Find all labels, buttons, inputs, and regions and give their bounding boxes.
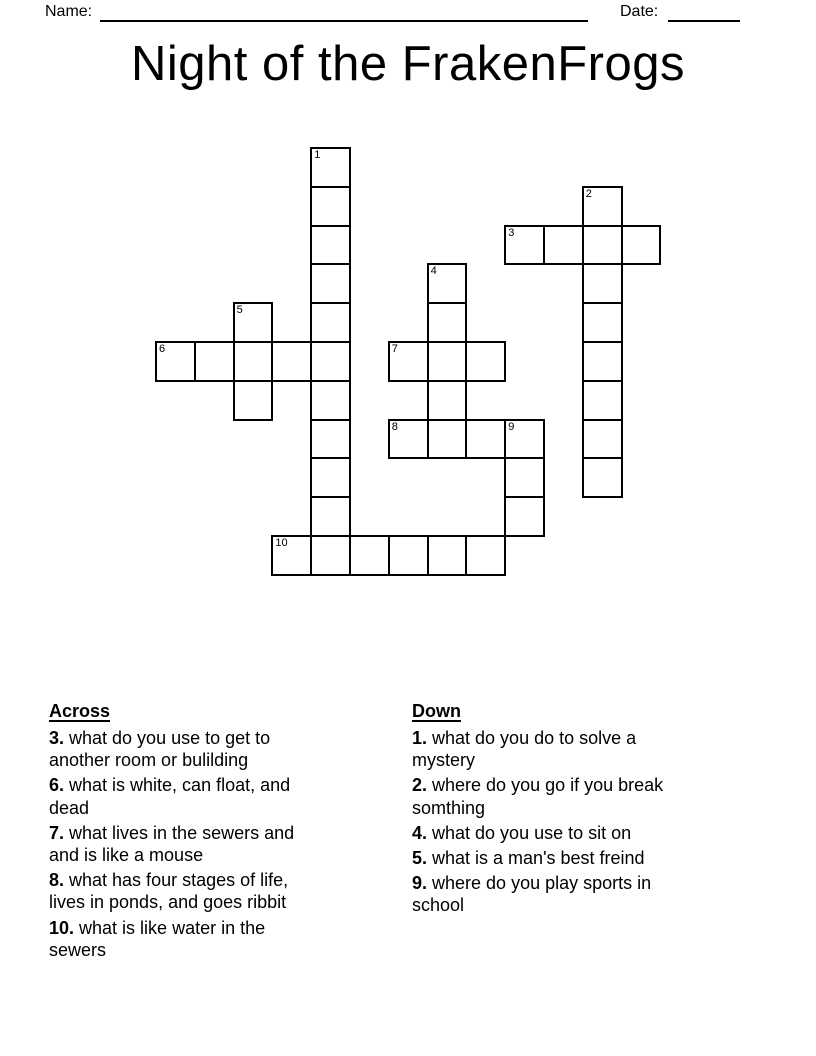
across-clue-3: 3. what do you use to get to another room or bulilding [49,728,271,771]
across-clue-7: 7. what lives in the sewers and and is like a mouse [49,822,295,866]
cell-number: 9 [508,420,515,433]
grid-cell[interactable] [504,496,545,537]
grid-cell[interactable] [621,225,662,266]
grid-cell[interactable] [310,496,351,537]
cell-number: 2 [585,187,592,200]
grid-cell[interactable] [465,341,506,382]
grid-cell[interactable] [310,457,351,498]
grid-cell[interactable] [427,380,468,421]
across-clue-8: 8. what has four stages of life, lives in ponds, and goes ribbit [49,870,289,913]
grid-cell-7[interactable] [388,341,429,382]
grid-cell[interactable] [465,419,506,460]
grid-cell[interactable] [427,419,468,460]
grid-cell[interactable] [310,535,351,576]
clue-number: 9. [412,873,428,894]
grid-cell[interactable] [465,535,506,576]
cell-number: 4 [430,265,437,278]
clue-number: 1. [412,728,428,748]
cell-number: 8 [391,420,398,433]
clue-number: 10. [49,917,75,938]
cell-number: 3 [508,226,515,239]
grid-cell[interactable] [310,380,351,421]
cell-number: 1 [314,149,321,161]
grid-cell[interactable] [427,535,468,576]
grid-cell[interactable] [427,341,468,382]
down-clue-9: 9. where do you play sports in school [412,873,652,916]
grid-cell[interactable] [194,341,235,382]
across-clue-list [49,727,311,961]
grid-cell[interactable] [427,302,468,343]
cell-number: 5 [236,304,243,317]
grid-cell-5[interactable] [233,302,274,343]
name-label: Name: [45,3,93,20]
grid-cell-3[interactable] [504,225,545,266]
cell-number: 10 [275,537,288,549]
grid-cell[interactable] [310,186,351,227]
grid-cell[interactable] [582,341,623,382]
grid-cell-2[interactable] [582,186,623,227]
grid-cell[interactable] [582,225,623,266]
clue-number: 3. [49,728,65,748]
clue-number: 7. [49,822,65,843]
across-heading: Across [49,701,111,721]
grid-cell[interactable] [310,225,351,266]
grid-cell[interactable] [233,341,274,382]
page-title: Night of the FrakenFrogs [131,37,685,91]
grid-cell[interactable] [582,263,623,304]
down-clue-4: 4. what do you use to sit on [412,822,632,843]
grid-cell[interactable] [504,457,545,498]
grid-cell[interactable] [310,419,351,460]
grid-cell-9[interactable] [504,419,545,460]
cell-number: 6 [159,343,166,355]
grid-cell[interactable] [582,380,623,421]
grid-cell[interactable] [582,457,623,498]
grid-cell[interactable] [233,380,274,421]
clue-number: 4. [412,822,428,843]
down-clue-2: 2. where do you go if you break somthing [412,775,664,818]
grid-cell[interactable] [582,302,623,343]
grid-cell-8[interactable] [388,419,429,460]
cell-number: 7 [391,343,398,355]
grid-cell[interactable] [310,302,351,343]
clue-number: 2. [412,775,428,796]
grid-cell-1[interactable] [310,147,351,188]
grid-cell[interactable] [310,341,351,382]
grid-cell-6[interactable] [155,341,196,382]
down-clue-5: 5. what is a man's best freind [412,848,645,869]
across-clue-6: 6. what is white, can float, and dead [49,775,291,818]
down-clue-list [412,727,674,917]
down-clues-section [412,700,674,920]
grid-cell-4[interactable] [427,263,468,304]
grid-cell-10[interactable] [271,535,312,576]
clue-number: 5. [412,848,428,869]
grid-cell[interactable] [271,341,312,382]
date-label: Date: [620,3,659,20]
clue-number: 8. [49,870,65,891]
grid-cell[interactable] [543,225,584,266]
grid-cell[interactable] [582,419,623,460]
grid-cell[interactable] [349,535,390,576]
across-clue-10: 10. what is like water in the sewers [49,917,266,960]
clue-number: 6. [49,775,65,796]
across-clues-section [49,700,311,964]
grid-cell[interactable] [310,263,351,304]
down-heading: Down [412,701,461,721]
down-clue-1: 1. what do you do to solve a mystery [412,728,637,771]
grid-cell[interactable] [388,535,429,576]
